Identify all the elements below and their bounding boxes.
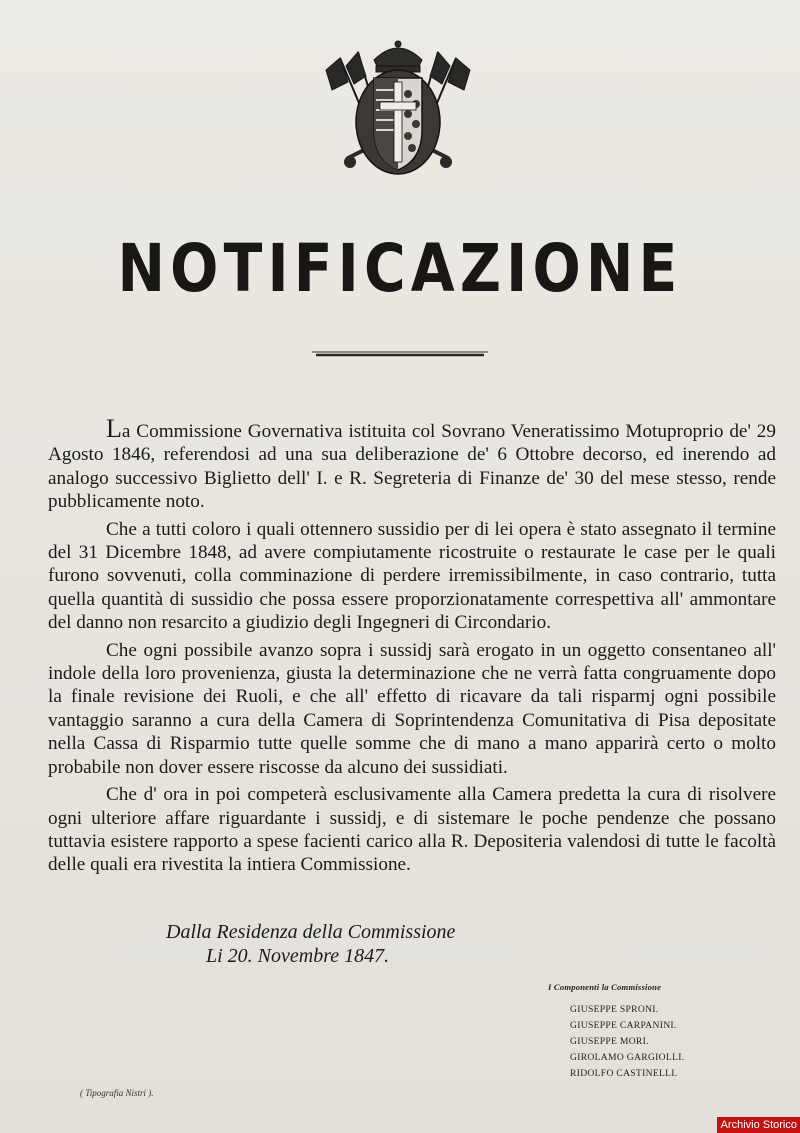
- paragraph-deadline: Che a tutti coloro i quali ottennero sussidio per di lei opera è stato assegnato il termine del 31 Dicembre 1848, ad avere compiutamente ricostruite o restaurate le case per le quali furono sovvenuti, colla comminazione di perdere irremissibilmente, in caso contrario, tutta quella quantità di sussidio che possa essere proporzionatamente correspettiva all' ammontare del danno non resarcito a giudizio degli Ingegneri di Circondario.: [48, 518, 776, 634]
- commission-members: [548, 982, 748, 1082]
- members-heading: I Componenti la Commissione: [548, 982, 662, 992]
- paragraph-surplus: Che ogni possibile avanzo sopra i sussidj sarà erogato in un oggetto consentaneo all' indole della loro provenienza, giusta la determinazione che ne verrà fatta congruamente dopo la finale revisione dei Ruoli, e che all' effetto di ricavare da tali risparmj ogni possibile vantaggio saranno a cura della Camera di Soprintendenza Comunitativa di Pisa depositate nella Cassa di Risparmio tutte quelle somme che di mano a mano apparirà certo o molto probabile non dover essere riscosse da alcuno dei sussidiati.: [48, 639, 776, 778]
- member-name: RIDOLFO CASTINELLI.: [570, 1068, 678, 1079]
- paragraph-competence: Che d' ora in poi competerà esclusivamente alla Camera predetta la cura di risolvere ogni ulteriore affare riguardante i sussidj, e di sistemare le poche pendenze che possano tuttavia esistere rapporto a spese facienti carico alla R. Depositeria valendosi di tutte le facoltà delle quali era rivestita la intiera Commissione.: [48, 784, 776, 876]
- title-divider-rule: [312, 350, 488, 358]
- place-and-date: [166, 920, 455, 968]
- member-name: GIUSEPPE SPRONI.: [570, 1004, 659, 1015]
- paragraph-intro: [48, 416, 776, 514]
- printer-imprint: ( Tipografia Nistri ).: [80, 1088, 154, 1098]
- date-line: Li 20. Novembre 1847.: [206, 945, 390, 967]
- member-name: GIUSEPPE MORI.: [570, 1036, 649, 1047]
- coat-of-arms-emblem: [318, 38, 478, 188]
- place-line: Dalla Residenza della Commissione: [166, 921, 456, 943]
- archive-watermark-badge: Archivio Storico: [717, 1117, 800, 1133]
- dropcap-letter: L: [106, 414, 122, 443]
- paragraph-intro-text: a Commissione Governativa istituita col Sovrano Veneratissimo Motuproprio de' 29 Agosto 1846, referendosi ad una sua deliberazione de' 6 Ottobre decorso, ed inerendo ad analogo successivo Biglietto dell' I. e R. Segreteria di Finanze de' 30 del mese stesso, rende pubblicamente noto.: [48, 421, 776, 513]
- member-name: GIUSEPPE CARPANINI.: [570, 1020, 677, 1031]
- notice-body: [48, 416, 776, 881]
- notice-title: NOTIFICAZIONE: [117, 230, 683, 307]
- member-name: GIROLAMO GARGIOLLI.: [570, 1052, 685, 1063]
- members-list: [548, 1002, 748, 1082]
